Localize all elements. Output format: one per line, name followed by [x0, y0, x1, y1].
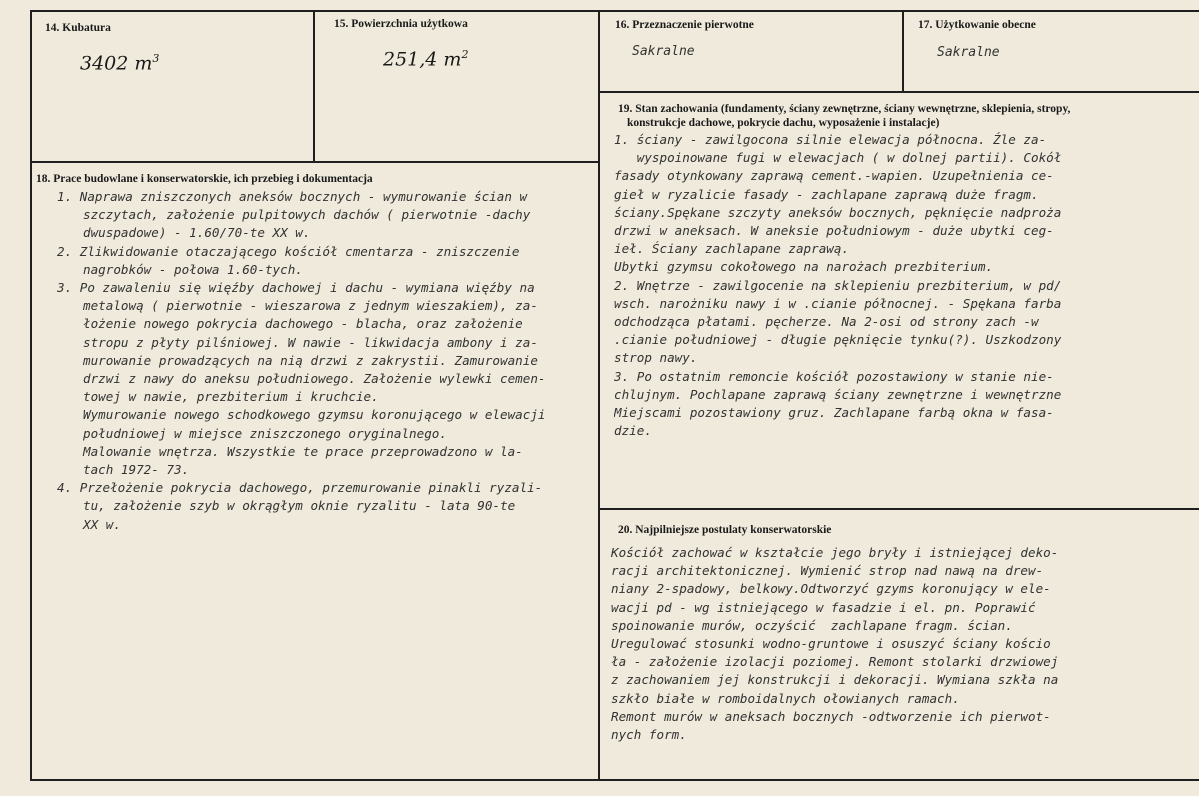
s19-line: Ubytki gzymsu cokołowego na narożach prezbiterium. [614, 259, 994, 275]
field-17-value: Sakralne [937, 45, 1000, 60]
s19-line: Miejscami pozostawiony gruz. Zachlapane farbą okna w fasa- [614, 405, 1054, 421]
s19-line: gieł w ryzalicie fasady - zachlapane zaprawą duże fragm. [614, 186, 1039, 202]
s18-line: łożenie nowego pokrycia dachowego - blacha, oraz założenie [83, 316, 523, 332]
s18-line: XX w. [83, 516, 121, 532]
top-border [30, 10, 1199, 12]
s18-line: towej w nawie, prezbiterium i kruchcie. [83, 389, 379, 405]
s19-line: wsch. narożniku nawy i w .cianie północnej. - Spękana farba [614, 295, 1062, 311]
divider-row-16-17 [598, 91, 1199, 93]
section-18-text [57, 188, 597, 534]
s18-line: nagrobków - połowa 1.60-tych. [83, 261, 303, 277]
s18-line: stropu z płyty pilśniowej. W nawie - likwidacja ambony i za- [83, 334, 538, 350]
divider-row-19-20 [598, 508, 1199, 510]
section-19-text [614, 131, 1196, 440]
s20-line: Uregulować stosunki wodno-gruntowe i osuszyć ściany kościo [611, 636, 1051, 652]
s20-line: racji architektonicznej. Wymienić strop nad nawą na drew- [611, 563, 1044, 579]
divider-row-14-15 [30, 161, 600, 163]
section-20-label: 20. Najpilniejsze postulaty konserwatorskie [618, 524, 832, 536]
s19-line: ieł. Ściany zachlapane zaprawą. [614, 241, 850, 257]
s18-line: 3. Po zawaleniu się więźby dachowej i dachu - wymiana więźby na [57, 280, 535, 296]
s19-line: 1. ściany - zawilgocona silnie elewacja północna. Źle za- [614, 132, 1047, 147]
field-15-unit-exponent: 2 [461, 48, 469, 61]
main-divider [598, 10, 600, 780]
section-19-label: 19. Stan zachowania (fundamenty, ściany zewnętrzne, ściany wewnętrzne, sklepienia, stropy, [618, 103, 1071, 115]
section-20-text [611, 544, 1196, 744]
divider-14-15 [313, 10, 315, 162]
s18-line: 2. Zlikwidowanie otaczającego kościół cmentarza - zniszczenie [57, 243, 520, 259]
s19-line: fasady otynkowany zaprawą cement.-wapien. Uzupełnienia ce- [614, 168, 1054, 184]
s18-line: tach 1972- 73. [83, 462, 190, 478]
s20-line: Remont murów w aneksach bocznych -odtworzenie ich pierwot- [611, 708, 1051, 724]
s20-line: Kościół zachować w kształcie jego bryły i istniejącej deko- [611, 545, 1059, 560]
s19-line: dzie. [614, 423, 652, 439]
s19-line: 2. Wnętrze - zawilgocenie na sklepieniu prezbiterium, w pd/ [614, 277, 1062, 293]
s19-line: 3. Po ostatnim remoncie kościół pozostawiony w stanie nie- [614, 368, 1054, 384]
field-14-value-text: 3402 m [80, 52, 153, 75]
section-18-label: 18. Prace budowlane i konserwatorskie, ich przebieg i dokumentacja [36, 173, 373, 185]
s18-line: 1. Naprawa zniszczonych aneksów bocznych - wymurowanie ścian w [57, 189, 528, 204]
s19-line: wyspoinowane fugi w elewacjach ( w dolnej partii). Cokół [614, 150, 1062, 166]
s19-line: chlujnym. Pochlapane zaprawą ściany zewnętrzne i wewnętrzne [614, 386, 1062, 402]
field-14-label: 14. Kubatura [45, 22, 111, 34]
field-16-value: Sakralne [632, 44, 695, 59]
field-15-value [383, 48, 468, 70]
s18-line: południowej w miejsce zniszczonego oryginalnego. [83, 425, 447, 441]
left-border [30, 10, 32, 780]
bottom-border [30, 779, 1199, 781]
s18-line: dwuspadowe) - 1.60/70-te XX w. [83, 225, 311, 241]
s19-line: .cianie południowej - długie pęknięcie tynku(?). Uszkodzony [614, 332, 1062, 348]
s19-line: drzwi w aneksach. W aneksie południowym - duże ubytki ceg- [614, 223, 1054, 239]
s20-line: niany 2-spadowy, belkowy.Odtworzyć gzyms koronujący w ele- [611, 581, 1051, 597]
s19-line: strop nawy. [614, 350, 698, 366]
s18-line: Wymurowanie nowego schodkowego gzymsu koronującego w elewacji [83, 407, 546, 423]
s20-line: wacji pd - wg istniejącego w fasadzie i el. pn. Poprawić [611, 599, 1036, 615]
field-15-value-text: 251,4 m [383, 48, 462, 71]
field-16-label: 16. Przeznaczenie pierwotne [615, 19, 754, 31]
s20-line: nych form. [611, 727, 687, 743]
field-15-label: 15. Powierzchnia użytkowa [334, 18, 468, 30]
s20-line: spoinowanie murów, oczyścić zachlapane fragm. ścian. [611, 617, 1013, 633]
s18-line: drzwi z nawy do aneksu południowego. Założenie wylewki cemen- [83, 371, 546, 387]
s18-line: szczytach, założenie pulpitowych dachów ( pierwotnie -dachy [83, 207, 531, 223]
s18-line: tu, założenie szyb w okrągłym oknie ryzalitu - lata 90-te [83, 498, 516, 514]
s20-line: ła - założenie izolacji poziomej. Remont stolarki drzwiowej [611, 654, 1059, 670]
s18-line: Malowanie wnętrza. Wszystkie te prace przeprowadzono w la- [83, 443, 523, 459]
divider-16-17 [902, 10, 904, 92]
s18-line: 4. Przełożenie pokrycia dachowego, przemurowanie pinakli ryzali- [57, 480, 543, 496]
s20-line: z zachowaniem jej konstrukcji i dekoracji. Wymiana szkła na [611, 672, 1059, 688]
field-14-unit-exponent: 3 [152, 52, 160, 65]
s18-line: murowanie prowadzących na nią drzwi z zakrystii. Zamurowanie [83, 352, 538, 368]
s18-line: metalową ( pierwotnie - wieszarowa z jednym wieszakiem), za- [83, 298, 538, 314]
s19-line: odchodząca płatami. pęcherze. Na 2-osi od strony zach -w [614, 314, 1039, 330]
section-19-label-cont: konstrukcje dachowe, pokrycie dachu, wyposażenie i instalacje) [627, 117, 940, 129]
field-17-label: 17. Użytkowanie obecne [918, 19, 1036, 31]
s19-line: ściany.Spękane szczyty aneksów bocznych, pęknięcie nadproża [614, 204, 1062, 220]
field-14-value [80, 52, 159, 74]
s20-line: szkło białe w romboidalnych ołowianych ramach. [611, 690, 960, 706]
